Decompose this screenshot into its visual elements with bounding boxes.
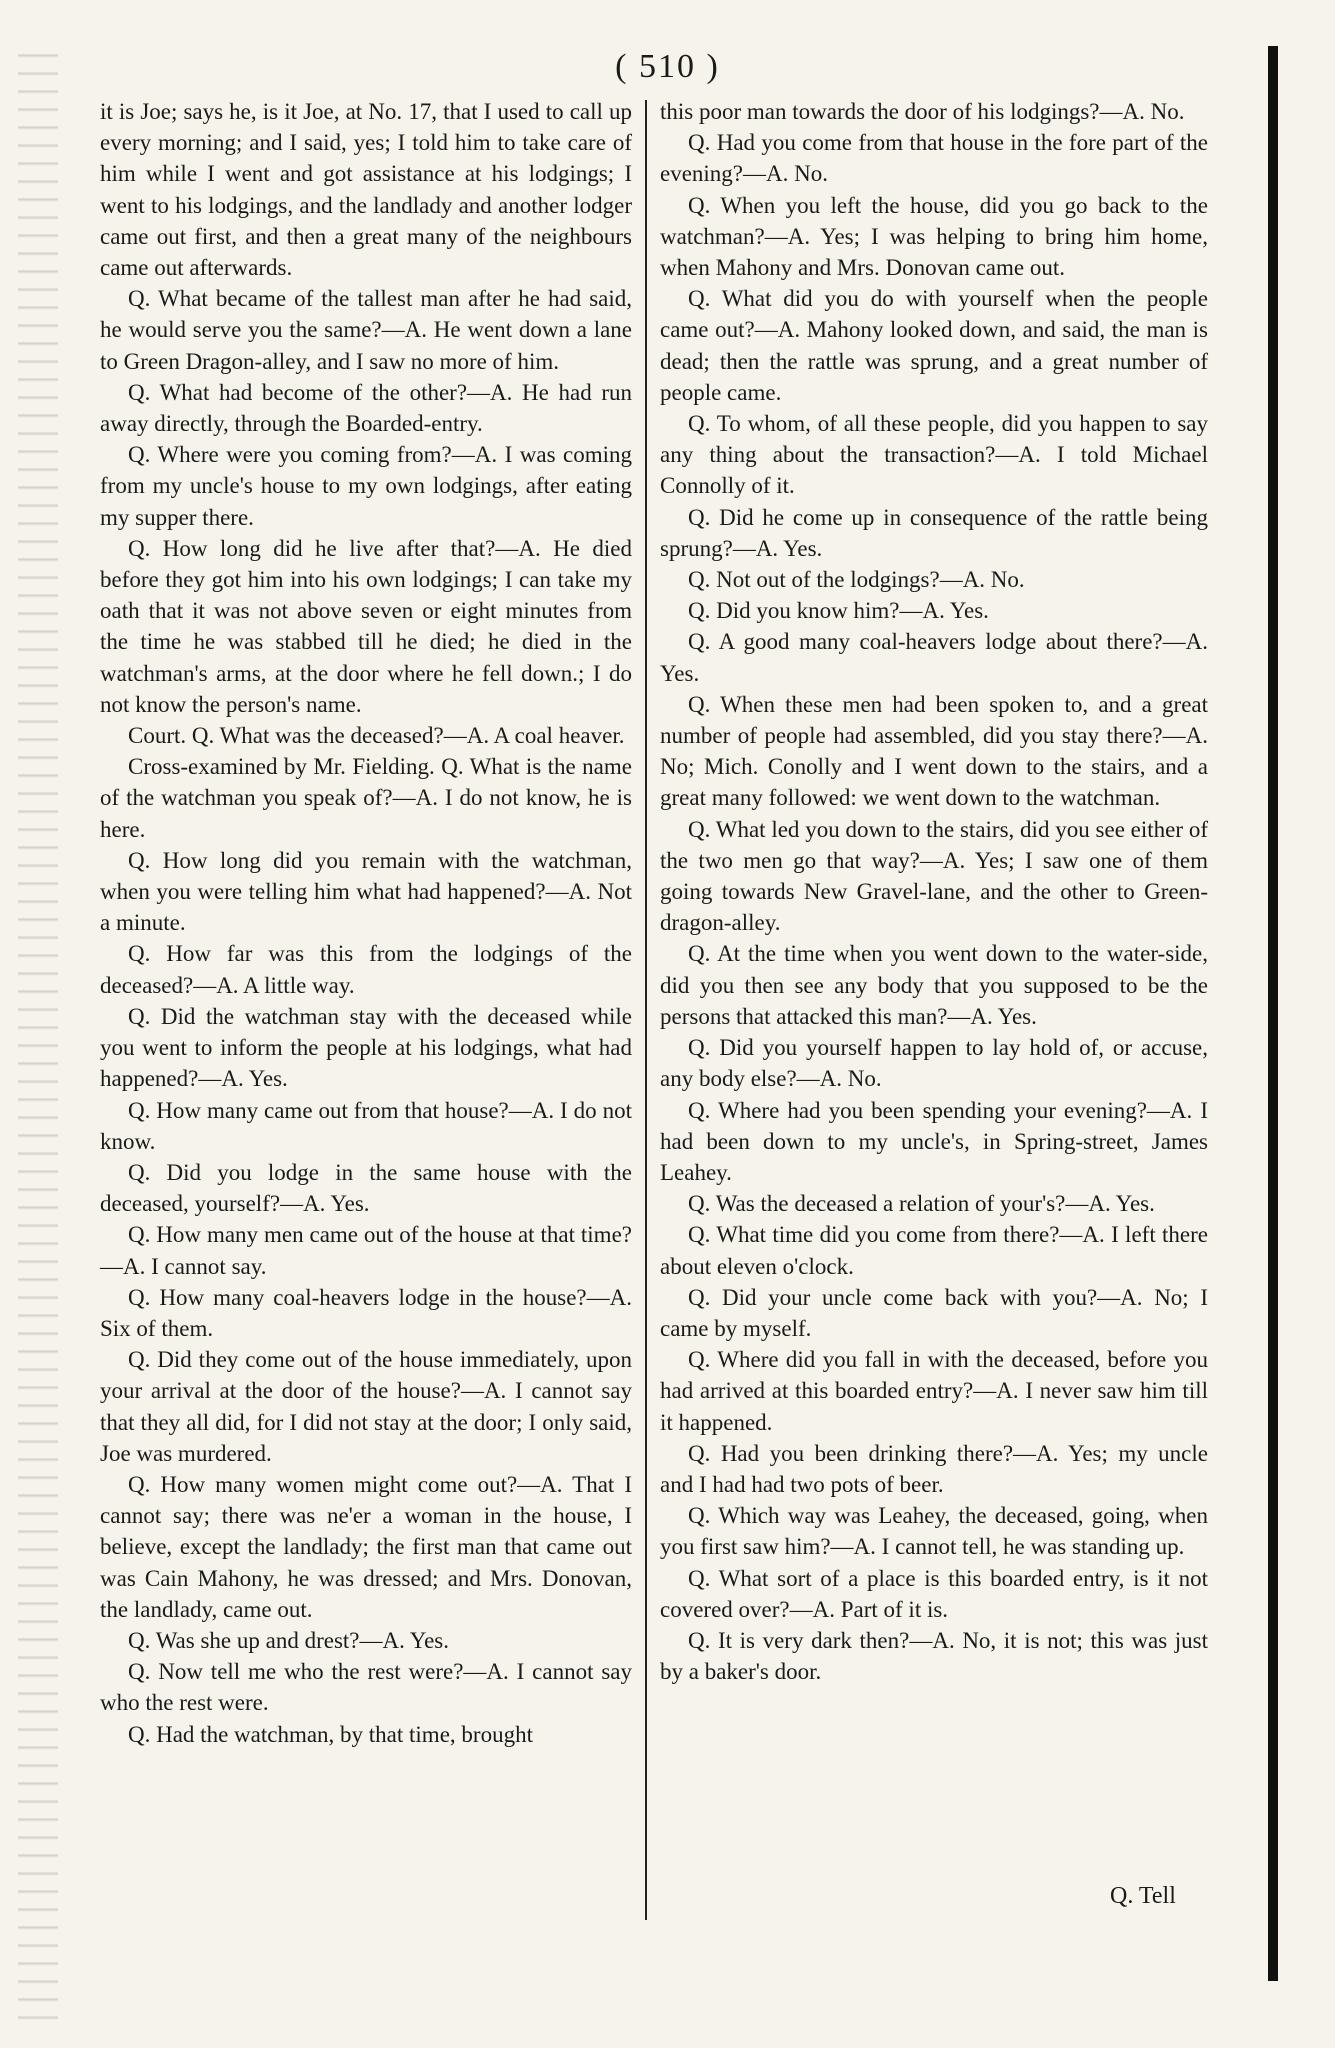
paragraph: Q. At the time when you went down to the water-side, did you then see any body that you supposed to be the persons that attacked this man?—A. Yes. bbox=[660, 941, 1208, 1029]
column-divider bbox=[645, 100, 647, 1920]
paragraph: Q. Where had you been spending your evening?—A. I had been down to my uncle's, in Spring-street, James Leahey. bbox=[660, 1097, 1208, 1185]
gutter-scan-noise bbox=[18, 40, 58, 2030]
paragraph: Q. Had you come from that house in the fore part of the evening?—A. No. bbox=[660, 130, 1208, 187]
paragraph: Q. How long did you remain with the watchman, when you were telling him what had happened?—A. Not a minute. bbox=[100, 847, 632, 936]
paragraph: Q. What led you down to the stairs, did you see either of the two men go that way?—A. Yes; I saw one of them going towards New Gravel-lane, and the other to Green-dragon-alley. bbox=[660, 816, 1208, 936]
paragraph: Q. A good many coal-heavers lodge about there?—A. Yes. bbox=[660, 629, 1208, 686]
paragraph: Q. Now tell me who the rest were?—A. I cannot say who the rest were. bbox=[100, 1659, 632, 1716]
paragraph: Q. How many came out from that house?—A. I do not know. bbox=[100, 1097, 632, 1154]
paragraph: Q. What became of the tallest man after he had said, he would serve you the same?—A. He went down a lane to Green Dragon-alley, and I saw no more of him. bbox=[100, 286, 632, 374]
paragraph: Q. Had the watchman, by that time, brought bbox=[128, 1721, 533, 1747]
paragraph: Q. What sort of a place is this boarded entry, is it not covered over?—A. Part of it is. bbox=[660, 1565, 1208, 1622]
paragraph: Q. Did the watchman stay with the deceased while you went to inform the people at his lodgings, what had happened?—A. Yes. bbox=[100, 1003, 632, 1092]
paragraph: Q. Where did you fall in with the deceased, before you had arrived at this boarded entry?—A. I never saw him till it happened. bbox=[660, 1347, 1208, 1435]
paragraph: this poor man towards the door of his lodgings?—A. No. bbox=[660, 99, 1185, 124]
paragraph: Q. What did you do with yourself when the people came out?—A. Mahony looked down, and said, the man is dead; then the rattle was sprung, and a great number of people came. bbox=[660, 286, 1208, 405]
paragraph: Q. Did your uncle come back with you?—A. No; I came by myself. bbox=[660, 1284, 1208, 1341]
paragraph: Q. Was the deceased a relation of your's?—A. Yes. bbox=[688, 1191, 1155, 1217]
paragraph: Q. Did he come up in consequence of the rattle being sprung?—A. Yes. bbox=[660, 504, 1208, 561]
paragraph: Court. Q. What was the deceased?—A. A coal heaver. bbox=[128, 723, 625, 749]
paragraph: Q. Did you yourself happen to lay hold of, or accuse, any body else?—A. No. bbox=[660, 1035, 1208, 1092]
paragraph: Q. What time did you come from there?—A. I left there about eleven o'clock. bbox=[660, 1222, 1208, 1279]
right-column bbox=[660, 96, 1208, 1687]
paragraph: Q. Did you know him?—A. Yes. bbox=[688, 598, 989, 624]
paragraph: Q. Did they come out of the house immediately, upon your arrival at the door of the house?—A. I cannot say that they all did, for I did not stay at the door; I only said, Joe was murdered. bbox=[100, 1347, 632, 1466]
paragraph: Q. Was she up and drest?—A. Yes. bbox=[128, 1627, 449, 1653]
paragraph: Q. When these men had been spoken to, and a great number of people had assembled, did you stay there?—A. No; Mich. Conolly and I went down to the stairs, and a great many followed: we went down to the watchman. bbox=[660, 691, 1208, 811]
paragraph: Q. How far was this from the lodgings of the deceased?—A. A little way. bbox=[100, 941, 632, 998]
paragraph: Q. It is very dark then?—A. No, it is not; this was just by a baker's door. bbox=[660, 1627, 1208, 1685]
paragraph: Q. How long did he live after that?—A. He died before they got him into his own lodgings; I can take my oath that it was not above seven or eight minutes from the time he was stabbed till he died; he died in the watchman's arms, at the door where he fell down.; I do not know the person's name. bbox=[100, 535, 632, 717]
paragraph: it is Joe; says he, is it Joe, at No. 17, that I used to call up every morning; and I said, yes; I told him to take care of him while I went and got assistance at his lodgings; I went to his lodgings, and the landlady and another lodger came out first, and then a great many of the neighbours came out afterwards. bbox=[100, 99, 632, 281]
paragraph: Q. How many coal-heavers lodge in the house?—A. Six of them. bbox=[100, 1284, 632, 1341]
paragraph: Q. How many men came out of the house at that time?—A. I cannot say. bbox=[100, 1222, 632, 1279]
paragraph: Q. Did you lodge in the same house with the deceased, yourself?—A. Yes. bbox=[100, 1159, 632, 1217]
paragraph: Q. When you left the house, did you go back to the watchman?—A. Yes; I was helping to bring him home, when Mahony and Mrs. Donovan came out. bbox=[660, 192, 1208, 281]
paragraph: Cross-examined by Mr. Fielding. Q. What is the name of the watchman you speak of?—A. I do not know, he is here. bbox=[100, 754, 632, 842]
page-number: ( 510 ) bbox=[615, 48, 720, 85]
paragraph: Q. What had become of the other?—A. He had run away directly, through the Boarded-entry. bbox=[100, 379, 632, 437]
page-edge-bar bbox=[1268, 46, 1278, 1981]
paragraph: Q. To whom, of all these people, did you happen to say any thing about the transaction?—A. I told Michael Connolly of it. bbox=[660, 411, 1208, 499]
paragraph: Q. Not out of the lodgings?—A. No. bbox=[688, 567, 1025, 593]
catchword: Q. Tell bbox=[1110, 1883, 1176, 1909]
paragraph: Q. Which way was Leahey, the deceased, going, when you first saw him?—A. I cannot tell, he was standing up. bbox=[660, 1503, 1208, 1560]
left-column bbox=[100, 96, 632, 1750]
paragraph: Q. How many women might come out?—A. That I cannot say; there was ne'er a woman in the house, I believe, except the landlady; the first man that came out was Cain Mahony, he was dressed; and Mrs. Donovan, the landlady, came out. bbox=[100, 1471, 632, 1622]
paragraph: Q. Had you been drinking there?—A. Yes; my uncle and I had had two pots of beer. bbox=[660, 1440, 1208, 1497]
paragraph: Q. Where were you coming from?—A. I was coming from my uncle's house to my own lodgings, after eating my supper there. bbox=[100, 442, 632, 530]
